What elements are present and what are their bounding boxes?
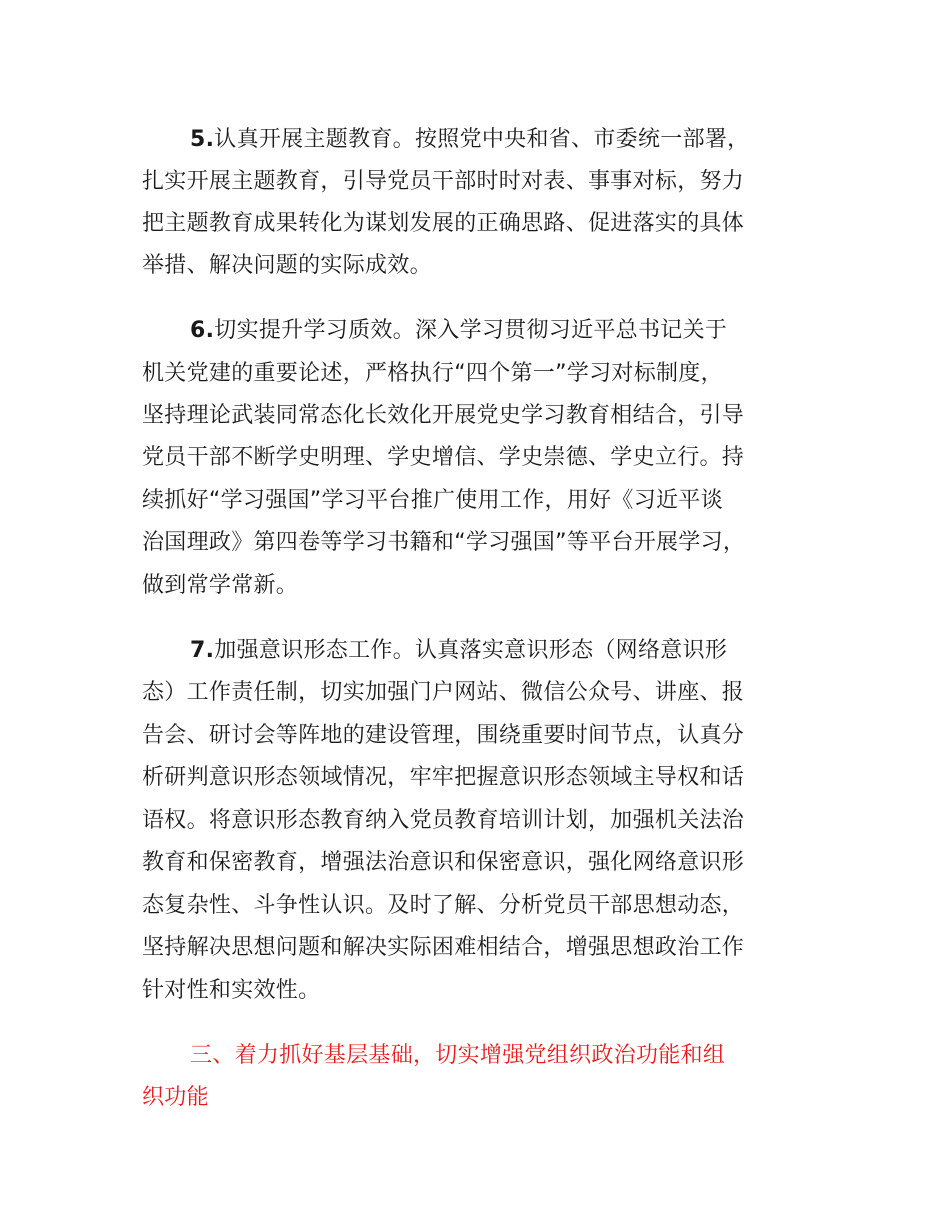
section-6-line-3: 坚持理论武装同常态化长效化开展党史学习教育相结合，引导 — [142, 403, 745, 428]
section-6-line-4: 党员干部不断学史明理、学史增信、学史崇德、学史立行。持 — [142, 445, 745, 470]
section-6-line-7: 做到常学常新。 — [142, 573, 299, 598]
section-heading-3-line-2: 织功能 — [142, 1085, 209, 1110]
section-7-line-9: 针对性和实效性。 — [142, 978, 321, 1003]
section-6-line-5: 续抓好“学习强国”学习平台推广使用工作，用好《习近平谈 — [142, 488, 723, 513]
section-7-line-8: 坚持解决思想问题和解决实际困难相结合，增强思想政治工作 — [142, 935, 745, 960]
section-5-line-1: 5.认真开展主题教育。按照党中央和省、市委统一部署， — [190, 127, 750, 152]
section-6-line-1: 6.切实提升学习质效。深入学习贯彻习近平总书记关于 — [190, 318, 728, 343]
section-7-line-5: 语权。将意识形态教育纳入党员教育培训计划，加强机关法治 — [142, 808, 745, 833]
section-5-number: 5. — [190, 127, 215, 152]
section-7-line-3: 告会、研讨会等阵地的建设管理，围绕重要时间节点，认真分 — [142, 723, 745, 748]
section-7-line-4: 析研判意识形态领域情况，牢牢把握意识形态领域主导权和话 — [142, 765, 745, 790]
section-7-line-6: 教育和保密教育，增强法治意识和保密意识，强化网络意识形 — [142, 850, 745, 875]
section-heading-3-line-1: 三、着力抓好基层基础，切实增强党组织政治功能和组 — [190, 1043, 726, 1068]
section-5-line-3: 把主题教育成果转化为谋划发展的正确思路、促进落实的具体 — [142, 211, 745, 236]
section-7-number: 7. — [190, 638, 215, 663]
section-5-line-4: 举措、解决问题的实际成效。 — [142, 253, 432, 278]
section-7-line-2: 态）工作责任制，切实加强门户网站、微信公众号、讲座、报 — [142, 680, 745, 705]
section-7-line-7: 态复杂性、斗争性认识。及时了解、分析党员干部思想动态， — [142, 893, 745, 918]
section-6-line-6: 治国理政》第四卷等学习书籍和“学习强国”等平台开展学习， — [142, 530, 746, 555]
section-5-line-2: 扎实开展主题教育，引导党员干部时时对表、事事对标，努力 — [142, 169, 745, 194]
section-6-number: 6. — [190, 318, 215, 343]
section-6-line-2: 机关党建的重要论述，严格执行“四个第一”学习对标制度， — [142, 361, 723, 386]
section-7-line-1: 7.加强意识形态工作。认真落实意识形态（网络意识形 — [190, 638, 728, 663]
